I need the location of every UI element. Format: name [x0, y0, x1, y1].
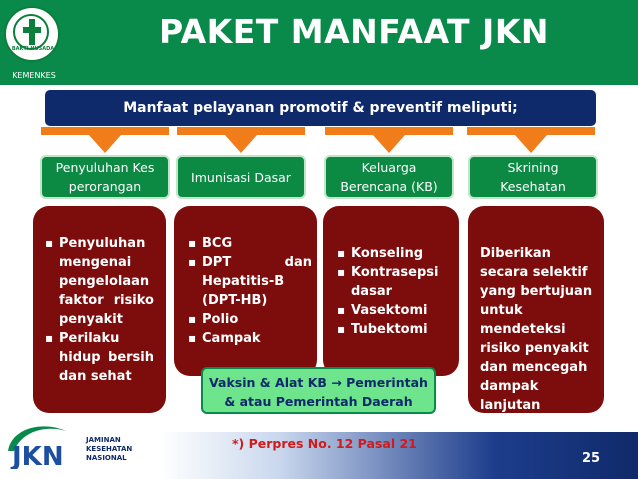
category-kb: Keluarga Berencana (KB)	[324, 155, 454, 199]
jkn-caption: JAMINAN KESEHATAN NASIONAL	[86, 436, 133, 462]
list-item: ▪ DPT dan Hepatitis-B (DPT-HB)	[188, 253, 312, 310]
logo-motto: BAKTI HUSADA	[11, 46, 55, 52]
details-kb	[323, 206, 459, 376]
kemenkes-logo	[0, 0, 66, 85]
intro-banner: Manfaat pelayanan promotif & preventif meliputi;	[45, 90, 596, 126]
list-item: ▪ Tubektomi	[337, 320, 449, 339]
page-number: 25	[582, 451, 601, 466]
category-imunisasi: Imunisasi Dasar	[176, 155, 306, 199]
vaccine-note: Vaksin & Alat KB → Pemerintah & atau Pemerintah Daerah	[201, 367, 436, 414]
details-imunisasi	[174, 206, 317, 376]
page-title: PAKET MANFAAT JKN	[158, 12, 550, 51]
list-item: ▪ Perilaku hidup bersih dan sehat	[45, 329, 154, 386]
skrining-text: Diberikan secara selektif yang bertujuan untuk mendeteksi risiko penyakit dan mencegah dampak lanjutan	[480, 246, 593, 413]
connector-arrow-1	[41, 127, 169, 153]
list-item: ▪ Konseling	[337, 244, 449, 263]
connector-arrow-2	[177, 127, 305, 153]
category-penyuluhan: Penyuluhan Kes perorangan	[40, 155, 170, 199]
list-item: ▪ Penyuluhan mengenai pengelolaan faktor risiko penyakit	[45, 234, 154, 329]
org-name: KEMENKES	[12, 71, 56, 80]
list-item: ▪ BCG	[188, 234, 305, 253]
list-item: ▪ Polio	[188, 310, 305, 329]
jkn-logo	[4, 421, 84, 469]
jkn-logo-text: JKN	[12, 442, 64, 469]
cross-icon	[23, 19, 41, 45]
details-penyuluhan	[33, 206, 166, 413]
list-item: ▪ Kontrasepsi dasar	[337, 263, 449, 301]
list-item: ▪ Campak	[188, 329, 305, 348]
connector-arrow-4	[467, 127, 595, 153]
list-item: ▪ Vasektomi	[337, 301, 449, 320]
footer-note: *) Perpres No. 12 Pasal 21	[232, 436, 417, 451]
connector-arrow-3	[325, 127, 453, 153]
category-skrining: Skrining Kesehatan	[468, 155, 598, 199]
details-skrining	[468, 206, 604, 413]
